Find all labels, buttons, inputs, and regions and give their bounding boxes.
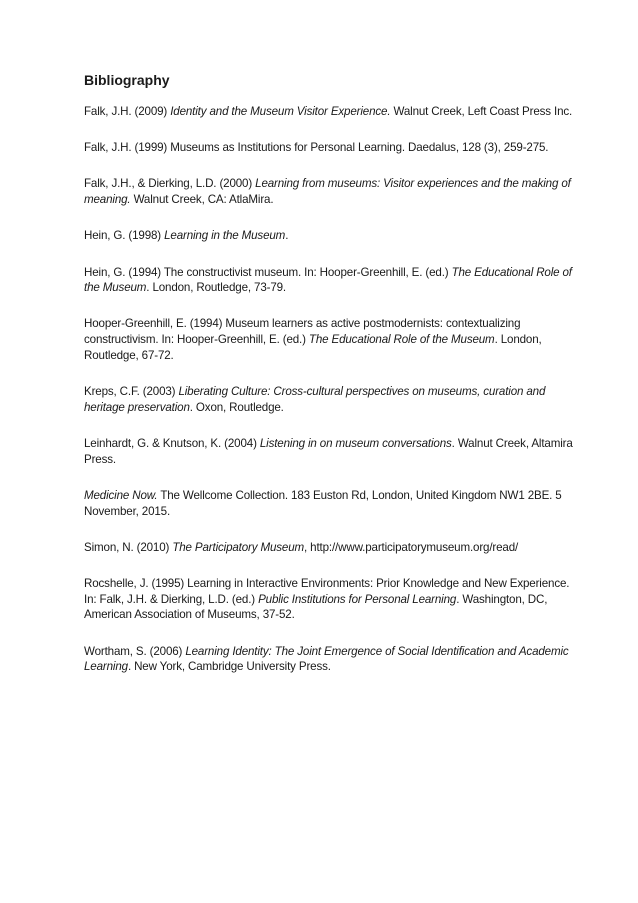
bibliography-entry: Wortham, S. (2006) Learning Identity: The Joint Emergence of Social Identification and Academic Learning. New York, Cambridge University Press. (84, 644, 569, 674)
bibliography-entry: Leinhardt, G. & Knutson, K. (2004) Listening in on museum conversations. Walnut Creek, Altamira Press. (84, 436, 573, 466)
bibliography-entry: Hein, G. (1994) The constructivist museum. In: Hooper-Greenhill, E. (ed.) The Educational Role of the Museum. London, Routledge, 73-79. (84, 265, 572, 295)
bibliography-entry: Falk, J.H. (2009) Identity and the Museum Visitor Experience. Walnut Creek, Left Coast Press Inc. (84, 105, 573, 118)
bibliography-heading: Bibliography (84, 72, 170, 88)
bibliography-entry: Hein, G. (1998) Learning in the Museum. (84, 229, 289, 243)
bibliography-entry: Hooper-Greenhill, E. (1994) Museum learners as active postmodernists: contextualizing constructivism. In: Hooper-Greenhill, E. (ed.) The Educational Role of the Museum. London, Routledge, 67-72. (84, 317, 542, 362)
bibliography-entry: Falk, J.H., & Dierking, L.D. (2000) Learning from museums: Visitor experiences and the making of meaning. Walnut Creek, CA: AtlaMira. (84, 177, 571, 207)
bibliography-entry: Kreps, C.F. (2003) Liberating Culture: Cross-cultural perspectives on museums, curation and heritage preservation. Oxon, Routledge. (84, 385, 546, 414)
bibliography-entry: Rocshelle, J. (1995) Learning in Interactive Environments: Prior Knowledge and New Experience. In: Falk, J.H. & Dierking, L.D. (ed.) Public Institutions for Personal Learning. Washington, DC, American Association of Museums, 37-52. (84, 576, 570, 622)
bibliography-entry: Medicine Now. The Wellcome Collection. 183 Euston Rd, London, United Kingdom NW1 2BE. 5 November, 2015. (84, 488, 562, 518)
document-page (84, 70, 584, 695)
bibliography-entry: Falk, J.H. (1999) Museums as Institutions for Personal Learning. Daedalus, 128 (3), 259-275. (84, 141, 549, 155)
bibliography-entry: Simon, N. (2010) The Participatory Museum, http://www.participatorymuseum.org/read/ (84, 540, 519, 554)
